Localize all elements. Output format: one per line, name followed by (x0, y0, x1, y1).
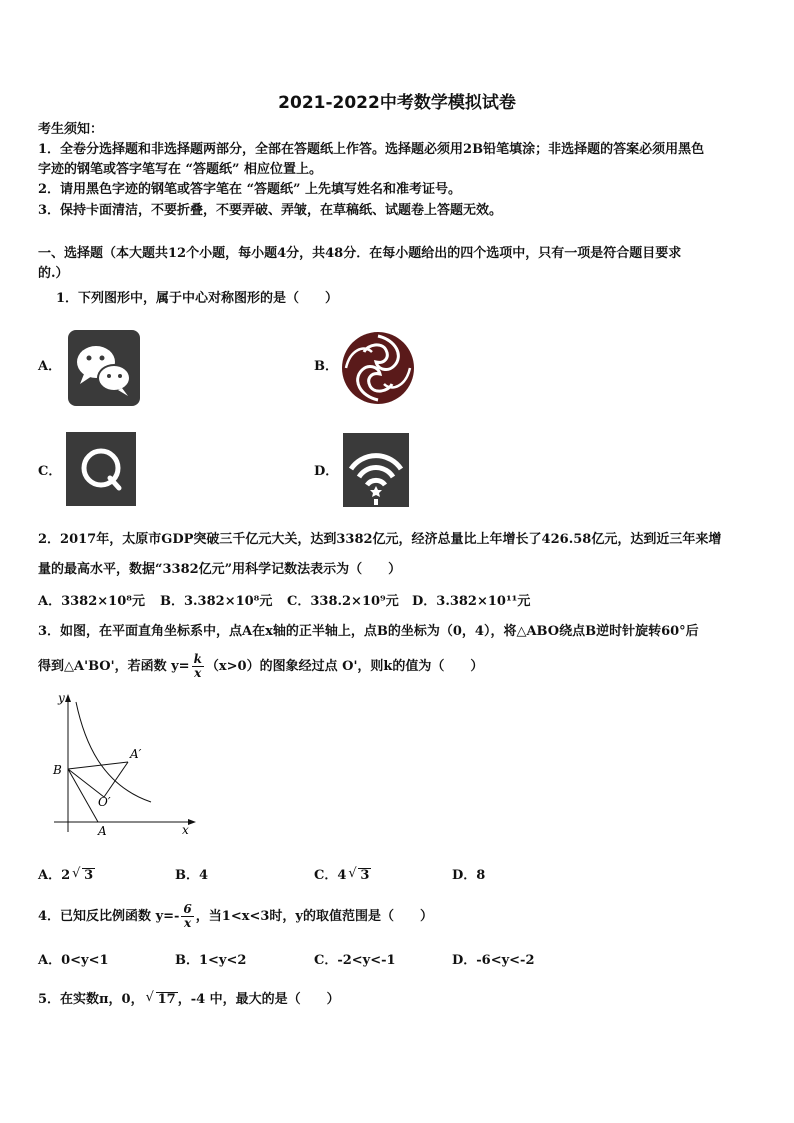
q4-fraction-numerator: 6 (183, 902, 192, 916)
notice-line-2: 2．请用黑色字迹的钢笔或答字笔在 “答题纸” 上先填写姓名和准考证号。 (38, 182, 462, 197)
figure-label-y: y (58, 691, 65, 705)
q4-fraction-denominator: x (184, 916, 192, 930)
q4-option-d: D．-6<y<-2 (452, 953, 535, 968)
q5-stem-pre: 5．在实数π，0， (38, 992, 144, 1007)
q3-fraction-denominator: x (194, 666, 202, 680)
figure-label-b: B (53, 763, 62, 777)
q3-fraction-numerator: k (193, 652, 202, 666)
q3-option-d: D．8 (452, 868, 486, 883)
q1-option-b-label: B． (314, 359, 338, 374)
q3-option-a-text: A．2 (38, 868, 71, 883)
q3-option-c (314, 866, 371, 886)
q2-option-c: C．338.2×10⁹元 (287, 594, 399, 609)
figure-label-a: A (98, 824, 107, 838)
q3-stem-post: （x>0）的图象经过点 O'，则k的值为（ ） (205, 659, 484, 674)
q3-stem-line-2 (38, 652, 483, 682)
figure-label-x: x (182, 823, 189, 837)
notice-line-1a: 1．全卷分选择题和非选择题两部分，全部在答题纸上作答。选择题必须用2B铅笔填涂；非选择题的答案必须用黑色 (38, 142, 705, 157)
notice-heading: 考生须知： (38, 122, 104, 137)
q3-option-a (38, 866, 95, 886)
figure-label-a-prime: A′ (130, 747, 142, 761)
q3-option-b: B．4 (175, 868, 209, 883)
q4-option-a: A．0<y<1 (38, 953, 109, 968)
q4-option-c: C．-2<y<-1 (314, 953, 396, 968)
q2-stem-line-2: 量的最高水平，数据“3382亿元”用科学记数法表示为（ ） (38, 562, 402, 577)
q4-option-b: B．1<y<2 (175, 953, 247, 968)
section-heading-line-1: 一、选择题（本大题共12个小题，每小题4分，共48分．在每小题给出的四个选项中，只有一项是符合题目要求 (38, 246, 682, 261)
notice-line-1b: 字迹的钢笔或答字笔写在 “答题纸” 相应位置上。 (38, 162, 323, 177)
q2-option-b: B．3.382×10⁸元 (160, 594, 273, 609)
q4-stem (38, 902, 433, 932)
q5-radicand: √ 17 (156, 992, 178, 1007)
q2-option-a: A．3382×10⁸元 (38, 594, 145, 609)
q3-stem-line-1: 3．如图，在平面直角坐标系中，点A在x轴的正半轴上，点B的坐标为（0，4），将△ABO绕点B逆时针旋转60°后 (38, 624, 699, 639)
q2-stem-line-1: 2．2017年，太原市GDP突破三千亿元大关，达到3382亿元，经济总量比上年增长了426.58亿元，达到近三年来增 (38, 532, 722, 547)
q1-stem: 1．下列图形中，属于中心对称图形的是（ ） (56, 291, 339, 306)
q-letter-icon (66, 432, 136, 506)
q2-option-d: D．3.382×10¹¹元 (412, 594, 531, 609)
q4-stem-pre: 4．已知反比例函数 y=- (38, 909, 180, 924)
q1-option-d-label: D． (314, 464, 339, 479)
q3-coordinate-figure (46, 690, 206, 840)
q3-option-a-radicand: √ 3 (82, 868, 95, 883)
section-heading-line-2: 的.） (38, 266, 69, 281)
notice-line-3: 3．保持卡面清洁，不要折叠，不要弄破、弄皱，在草稿纸、试题卷上答题无效。 (38, 203, 503, 218)
q4-fraction (181, 903, 193, 930)
q4-stem-post: ，当1<x<3时，y的取值范围是（ ） (195, 909, 433, 924)
q1-option-a-label: A． (38, 359, 62, 374)
q3-option-c-text: C．4 (314, 868, 347, 883)
figure-label-o-prime: O′ (98, 795, 111, 809)
page-title: 2021-2022中考数学模拟试卷 (278, 93, 516, 113)
q3-fraction (192, 653, 204, 680)
q3-option-c-radicand: √ 3 (358, 868, 371, 883)
q5-stem (38, 990, 340, 1010)
wechat-icon (68, 330, 140, 406)
q1-option-c-label: C． (38, 464, 62, 479)
q3-stem-pre: 得到△A'BO'，若函数 y= (38, 659, 190, 674)
phoenix-logo-icon (338, 330, 418, 406)
q5-stem-post: ，-4 中，最大的是（ ） (177, 992, 340, 1007)
wifi-signal-icon (343, 433, 409, 507)
